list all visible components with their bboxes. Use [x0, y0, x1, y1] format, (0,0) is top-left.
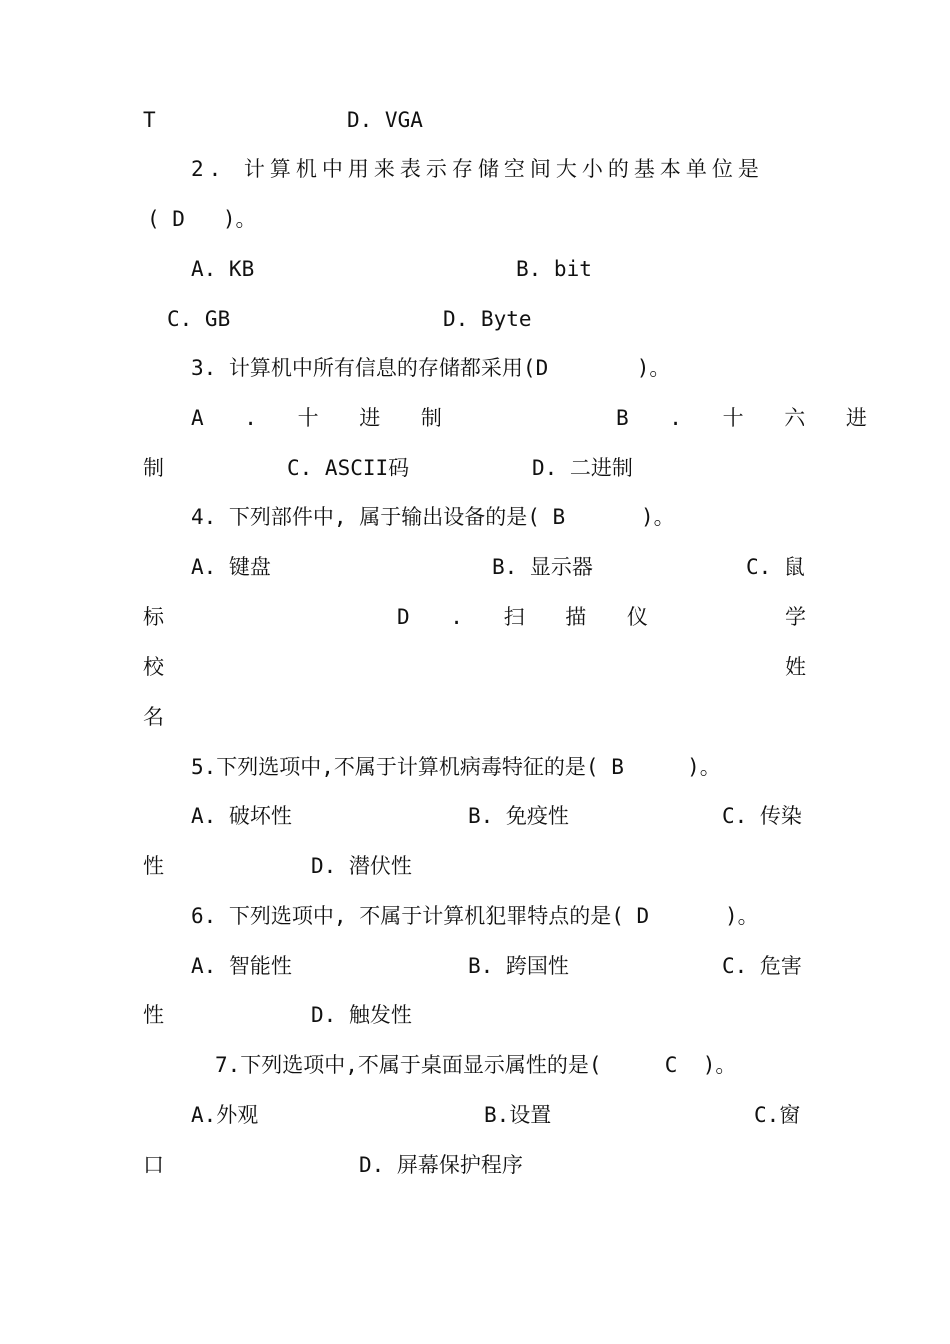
q7-option-b: B.设置 — [484, 1103, 552, 1127]
margin-label-ming: 名 — [143, 705, 164, 729]
q2-answer-line: ( D )。 — [147, 207, 257, 231]
q2-option-d: D. Byte — [443, 307, 532, 331]
q3-option-a: A . 十 进 制 — [191, 406, 456, 430]
q5-option-c: C. 传染 — [722, 804, 802, 828]
q4-stem: 4. 下列部件中, 属于输出设备的是( B )。 — [191, 505, 675, 529]
q4-option-d: D . 扫 描 仪 — [397, 605, 662, 629]
q6-option-b: B. 跨国性 — [468, 954, 569, 978]
q6-option-c-tail: 性 — [143, 1003, 164, 1027]
q7-stem: 7.下列选项中,不属于桌面显示属性的是( C )。 — [215, 1053, 737, 1077]
q2-stem: 2. 计算机中用来表示存储空间大小的基本单位是 — [191, 157, 764, 181]
q3-option-c: C. ASCII码 — [287, 456, 410, 480]
q4-option-c-tail: 标 — [143, 605, 164, 629]
q3-stem: 3. 计算机中所有信息的存储都采用(D )。 — [191, 356, 671, 380]
q4-option-a: A. 键盘 — [191, 555, 271, 579]
q4-option-b: B. 显示器 — [492, 555, 593, 579]
margin-label-xing: 姓 — [785, 655, 806, 679]
q6-option-c: C. 危害 — [722, 954, 802, 978]
q6-option-a: A. 智能性 — [191, 954, 292, 978]
q5-option-c-tail: 性 — [143, 854, 164, 878]
q7-option-d: D. 屏幕保护程序 — [359, 1153, 523, 1177]
q2-option-b: B. bit — [516, 257, 592, 281]
q7-option-a: A.外观 — [191, 1103, 259, 1127]
q5-stem: 5.下列选项中,不属于计算机病毒特征的是( B )。 — [191, 755, 721, 779]
q3-option-b: B . 十 六 进 — [616, 406, 881, 430]
margin-label-xiao: 校 — [143, 655, 164, 679]
q5-option-d: D. 潜伏性 — [311, 854, 412, 878]
q7-option-c-tail: 口 — [143, 1153, 164, 1177]
q2-option-a: A. KB — [191, 257, 255, 281]
q3-option-d: D. 二进制 — [532, 456, 633, 480]
q4-option-c: C. 鼠 — [746, 555, 805, 579]
q3-option-b-tail: 制 — [143, 456, 164, 480]
q2-option-c: C. GB — [167, 307, 231, 331]
q6-option-d: D. 触发性 — [311, 1003, 412, 1027]
q5-option-a: A. 破坏性 — [191, 804, 292, 828]
q7-option-c: C.窗 — [754, 1103, 801, 1127]
q5-option-b: B. 免疫性 — [468, 804, 569, 828]
q1-option-d: D. VGA — [347, 108, 423, 132]
margin-label-xue: 学 — [785, 605, 806, 629]
q1-option-c-tail: T — [143, 108, 156, 132]
q6-stem: 6. 下列选项中, 不属于计算机犯罪特点的是( D )。 — [191, 904, 759, 928]
